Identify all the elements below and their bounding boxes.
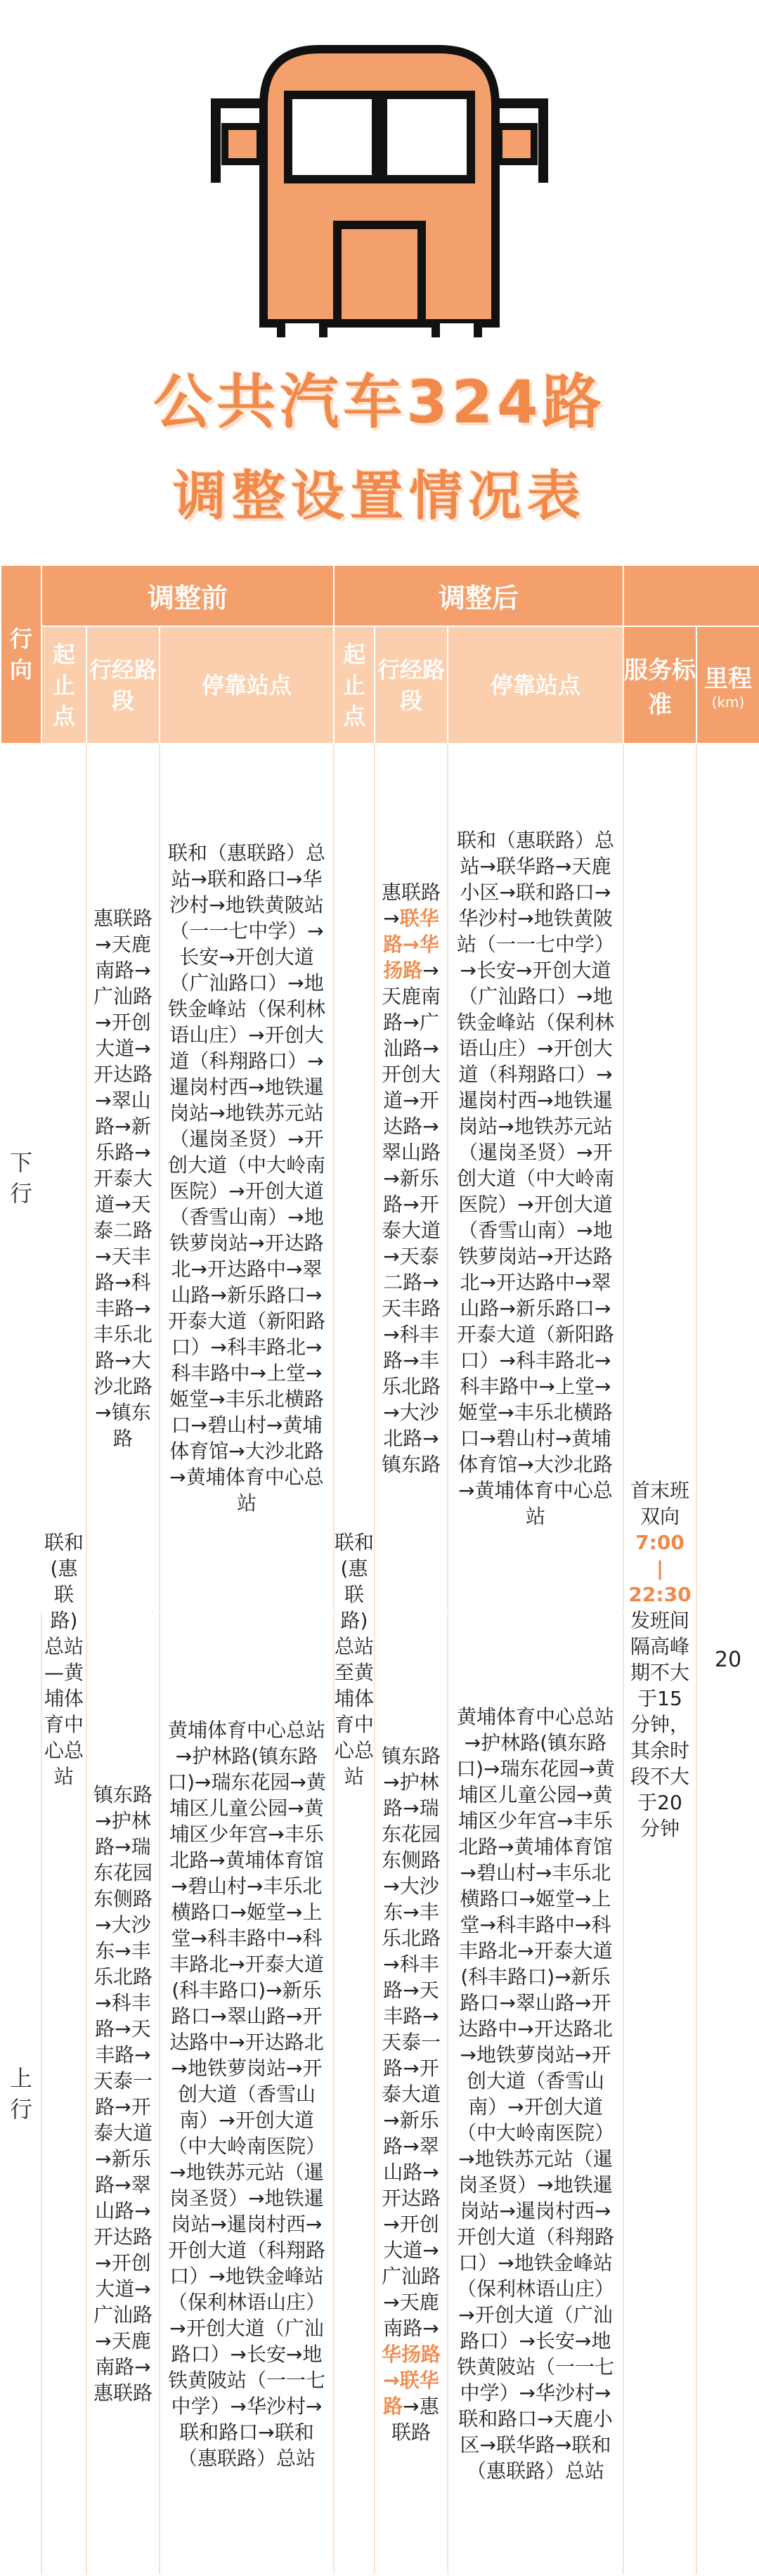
up-before-stops: 黄埔体育中心总站→护林路(镇东路口)→瑞东花园→黄埔区儿童公园→黄埔区少年宫→丰乐北路→黄埔体育馆→碧山村→丰乐北横路口→姬堂→上堂→科丰路中→科丰路北→开泰大道(科丰路口)→新乐路口→翠山路→开达路中→开达路北→地铁萝岗站→开创大道（香雪山南）→开创大道（中大岭南医院）→地铁苏元站（暹岗圣贤）→地铁暹岗站→暹岗村西→开创大道（科翔路口）→地铁金峰站（保利林语山庄）→开创大道（广汕路口）→长安→地铁黄陂站（一一七中学）→华沙村→联和路口→联和（惠联路）总站: [160, 1612, 334, 2575]
service-pre: 首末班双向: [630, 1479, 689, 1528]
after-terminals: 联和(惠联路)总站至黄埔体育中心总站: [334, 744, 375, 2575]
service-time-end: 22:30: [628, 1583, 692, 1606]
down-after-segment-post: →天鹿南路→广汕路→开创大道→开达路→翠山路→新乐路→开泰大道→天泰二路→天丰路→科丰路→丰乐北路→大沙北路→镇东路: [381, 958, 441, 1476]
before-terminals: 联和(惠联路)总站—黄埔体育中心总站: [41, 744, 86, 2575]
down-before-segment: 惠联路→天鹿南路→广汕路→开创大道→开达路→翠山路→新乐路→开泰大道→天泰二路→天丰路→科丰路→丰乐北路→大沙北路→镇东路: [86, 744, 160, 1612]
down-after-segment: [375, 744, 448, 1612]
up-after-segment-pre: 镇东路→护林路→瑞东花园东侧路→大沙东→丰乐北路→科丰路→天丰路→天泰一路→开泰大道→新乐路→翠山路→开达路→开创大道→广汕路→天鹿南路→: [381, 1744, 441, 2340]
service-standard: [623, 744, 696, 2575]
up-after-segment-highlight: 华扬路→联华路: [381, 2342, 441, 2418]
header-direction: [1, 565, 41, 744]
down-after-stops: 联和（惠联路）总站→联华路→天鹿小区→联和路口→华沙村→地铁黄陂站（一一七中学）→长安→开创大道（广汕路口）→地铁金峰站（保利林语山庄）→开创大道（科翔路口）→暹岗村西→地铁暹岗站→地铁苏元站（暹岗圣贤）→开创大道（中大岭南医院）→开创大道（香雪山南）→地铁萝岗站→开达路北→开达路中→翠山路→新乐路口→开泰大道（新阳路口）→科丰路北→科丰路中→上堂→姬堂→丰乐北横路口→碧山村→黄埔体育馆→大沙北路→黄埔体育中心总站: [448, 744, 623, 1612]
up-before-segment: 镇东路→护林路→瑞东花园东侧路→大沙东→丰乐北路→科丰路→天丰路→天泰一路→开泰大道→新乐路→翠山路→开达路→开创大道→广汕路→天鹿南路→惠联路: [86, 1612, 160, 2575]
page-title: 公共汽车324路: [153, 368, 606, 436]
service-dash: |: [656, 1557, 664, 1580]
hero-banner: [0, 0, 759, 562]
header-before-terminals: [41, 626, 86, 744]
header-direction-label: 行向: [9, 626, 32, 683]
route-adjustment-table: [0, 564, 759, 2576]
up-after-stops: 黄埔体育中心总站→护林路(镇东路口)→瑞东花园→黄埔区儿童公园→黄埔区少年宫→丰乐北路→黄埔体育馆→碧山村→丰乐北横路口→姬堂→上堂→科丰路中→科丰路北→开泰大道(科丰路口)→新乐路口→翠山路→开达路中→开达路北→地铁萝岗站→开创大道（香雪山南）→开创大道（中大岭南医院）→地铁苏元站（暹岗圣贤）→地铁暹岗站→暹岗村西→开创大道（科翔路口）→地铁金峰站（保利林语山庄）→开创大道（广汕路口）→长安→地铁黄陂站（一一七中学）→华沙村→联和路口→天鹿小区→联华路→联和（惠联路）总站: [448, 1612, 623, 2575]
header-after-terminals: [334, 626, 375, 744]
direction-up: 上行: [1, 1612, 41, 2575]
header-after-segment: [375, 626, 448, 744]
header-mileage: [696, 626, 759, 744]
header-before-segment-label: 行经路段: [89, 656, 157, 714]
header-after-segment-label: 行经路段: [377, 656, 445, 714]
down-before-stops: 联和（惠联路）总站→联和路口→华沙村→地铁黄陂站（一一七中学）→长安→开创大道（广汕路口）→地铁金峰站（保利林语山庄）→开创大道（科翔路口）→暹岗村西→地铁暹岗站→地铁苏元站（暹岗圣贤）→开创大道（中大岭南医院）→开创大道（香雪山南）→地铁萝岗站→开达路北→开达路中→翠山路→新乐路口→开泰大道（新阳路口）→科丰路北→科丰路中→上堂→姬堂→丰乐北横路口→碧山村→黄埔体育馆→大沙北路→黄埔体育中心总站: [160, 744, 334, 1612]
header-spacer: [623, 565, 759, 626]
direction-down: 下行: [1, 744, 41, 1612]
down-after-segment-highlight: 联华路→华扬路: [383, 906, 439, 982]
header-after-stops: 停靠站点: [448, 626, 623, 744]
header-after-terminals-label: 起止点: [342, 640, 365, 730]
service-post: 发班间隔高峰期不大于15分钟，其余时段不大于20分钟: [630, 1609, 689, 1840]
header-service: [623, 626, 696, 744]
header-service-label: 服务标准: [624, 656, 696, 719]
header-before-stops: 停靠站点: [160, 626, 334, 744]
down-after-segment-pre: 惠联路→: [381, 880, 441, 930]
header-before-terminals-label: 起止点: [52, 640, 75, 730]
header-mileage-unit: (km): [711, 694, 745, 711]
header-mileage-label: 里程: [704, 665, 752, 693]
up-after-segment-post: →惠联路: [391, 2394, 439, 2444]
header-before-segment: [86, 626, 160, 744]
bus-icon: [197, 42, 562, 337]
mileage-value: 20: [696, 744, 759, 2575]
page-subtitle: 调整设置情况表: [173, 465, 586, 527]
up-after-segment: [375, 1612, 448, 2575]
header-before: 调整前: [41, 565, 334, 626]
header-after: 调整后: [334, 565, 623, 626]
service-time-start: 7:00: [635, 1531, 685, 1554]
